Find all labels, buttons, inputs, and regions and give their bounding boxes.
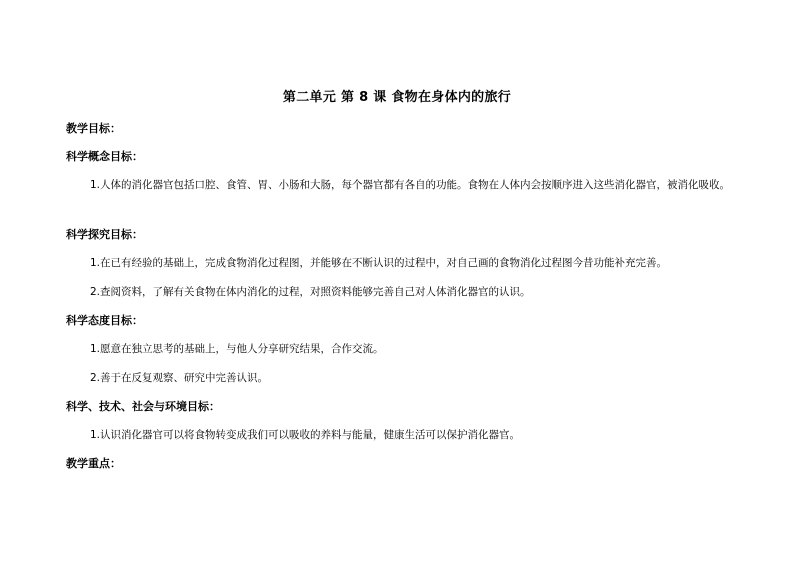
heading-key-points: 教学重点： [66, 457, 121, 470]
paragraph-inquiry-1: 1.在已有经验的基础上，完成食物消化过程图，并能够在不断认识的过程中，对自己画的食物消化过程图今昔功能补充完善。 [90, 257, 668, 269]
paragraph-attitude-2: 2.善于在反复观察、研究中完善认识。 [90, 372, 269, 384]
heading-teaching-goals: 教学目标： [66, 122, 121, 135]
paragraph-concept-1: 1.人体的消化器官包括口腔、食管、胃、小肠和大肠，每个器官都有各自的功能。食物在人体内会按顺序进入这些消化器官，被消化吸收。 [90, 179, 731, 191]
lesson-title: 第二单元 第 8 课 食物在身体内的旅行 [282, 90, 512, 105]
heading-inquiry-goals: 科学探究目标： [66, 228, 143, 241]
heading-attitude-goals: 科学态度目标： [66, 314, 143, 327]
paragraph-attitude-1: 1.愿意在独立思考的基础上，与他人分享研究结果，合作交流。 [90, 343, 384, 355]
paragraph-stse-1: 1.认识消化器官可以将食物转变成我们可以吸收的养料与能量，健康生活可以保护消化器官。 [90, 429, 521, 441]
heading-stse-goals: 科学、技术、社会与环境目标： [66, 400, 220, 413]
heading-concept-goals: 科学概念目标： [66, 150, 143, 163]
paragraph-inquiry-2: 2.查阅资料，了解有关食物在体内消化的过程，对照资料能够完善自己对人体消化器官的认识。 [90, 286, 531, 298]
